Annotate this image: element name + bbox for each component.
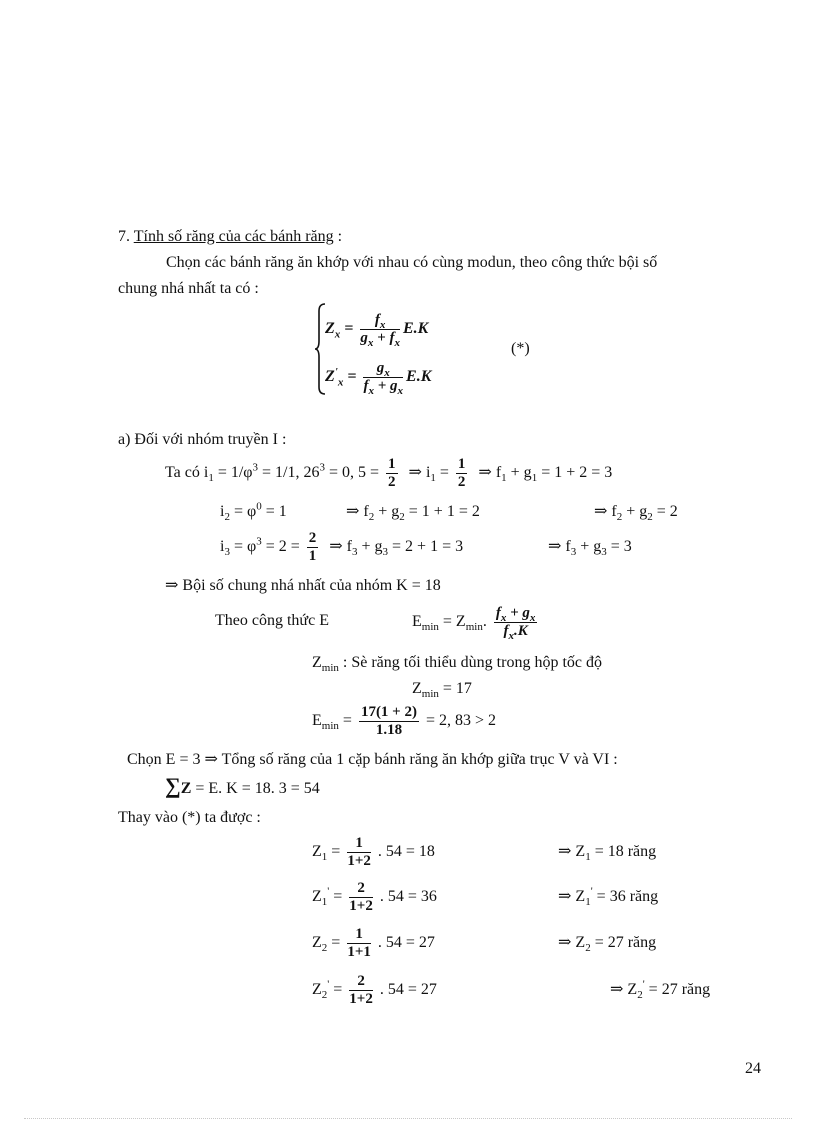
result-row: $Z_2$ = $\frac{1}{1+1}$ . 54 = 27 (312, 925, 435, 960)
ratio-row-2-result: ⇒ $f_2 + g_2 = 2$ (594, 503, 678, 524)
fraction-1-2-b: $\frac{1}{2}$ (457, 455, 466, 490)
result-row: $Z_1'$ = $\frac{2}{1+2}$ . 54 = 36 (312, 879, 437, 914)
ratio-row-1: Ta có $i_1 = 1/\varphi^3 = 1/1$, $26^3 = 0$, 5 = $\frac{1}{2}$ ⇒ $i_1$ = $\frac{1}{2}$ ⇒ $f_1 + g_1 = 1 + 2 = 3$ (165, 455, 613, 490)
page-number: 24 (745, 1060, 761, 1077)
choose-line: Chọn E = 3 ⇒ Tổng số răng của 1 cặp bánh răng ăn khớp giữa trục V và VI : (127, 751, 618, 768)
formula-e-fraction: $\frac{f_x + g_x}{f_x.K}$ (495, 604, 536, 642)
result-fraction: $\frac{2}{1+2}$ (349, 972, 373, 1007)
heading-number: 7. (118, 228, 130, 245)
zmin-value: $Z_{min} = 17$ (412, 680, 472, 701)
ratio-row-3-result: ⇒ $f_3 + g_3 = 3$ (548, 538, 632, 559)
eq2-fraction: $\frac{g_x}{f_x + g_x}$ (363, 360, 404, 397)
result-row: $Z_2'$ = $\frac{2}{1+2}$ . 54 = 27 (312, 972, 437, 1007)
ratio-row-2: $i_2 = \varphi^0 = 1$ (220, 500, 287, 524)
ratio-row-3: $i_3 = \varphi^3 = 2$ = $\frac{2}{1}$ ⇒ $f_3 + g_3 = 2 + 1 = 3$ (220, 529, 464, 564)
system-equation-2: $Z'_x$ = $\frac{g_x}{f_x + g_x}$ E.K (325, 360, 432, 397)
emin-calculation: $E_{min}$ = $\frac{17(1 + 2)}{1.18}$ = 2, 83 > 2 (312, 703, 497, 738)
zmin-definition: $Z_{min}$ : Sè răng tối thiểu dùng trong hộp tốc độ (312, 654, 602, 675)
fraction-2-1: $\frac{2}{1}$ (308, 529, 317, 564)
result-answer: ⇒ $Z_1 = 18$ răng (558, 843, 657, 864)
system-label: (*) (511, 340, 530, 357)
formula-e: $E_{min} = Z_{min}$. $\frac{f_x + g_x}{f_x.K}$ (412, 604, 536, 642)
system-equation-1: $Z_x$ = $\frac{f_x}{g_x + f_x}$ E.K (325, 312, 429, 349)
result-fraction: $\frac{1}{1+2}$ (347, 834, 371, 869)
result-row: $Z_1$ = $\frac{1}{1+2}$ . 54 = 18 (312, 834, 435, 869)
footer-divider (24, 1118, 792, 1119)
group-title: a) Đối với nhóm truyền I : (118, 431, 287, 448)
result-fraction: $\frac{2}{1+2}$ (349, 879, 373, 914)
ratio-row-2-sum: ⇒ $f_2 + g_2 = 1 + 1 = 2$ (346, 503, 480, 524)
emin-fraction: $\frac{17(1 + 2)}{1.18}$ (360, 703, 417, 738)
result-fraction: $\frac{1}{1+1}$ (347, 925, 371, 960)
intro-line-2: chung nhá nhất ta có : (118, 280, 259, 297)
heading-text: Tính số răng của các bánh răng (133, 228, 334, 245)
result-answer: ⇒ $Z_2 = 27$ răng (558, 934, 657, 955)
section-heading (118, 227, 342, 247)
result-answer: ⇒ $Z_1' = 36$ răng (558, 885, 659, 909)
fraction-1-2: $\frac{1}{2}$ (388, 455, 396, 490)
intro-line-1: Chọn các bánh răng ăn khớp với nhau có cùng modun, theo công thức bội số (166, 254, 658, 271)
lcm-line: ⇒ Bội số chung nhá nhất của nhóm K = 18 (165, 577, 441, 594)
sum-line: ∑Z = E. K = 18. 3 = 54 (165, 773, 320, 798)
formula-e-label: Theo công thức E (215, 612, 329, 629)
substitute-line: Thay vào (*) ta được : (118, 809, 261, 826)
result-answer: ⇒ $Z_2' = 27$ răng (610, 978, 711, 1002)
eq1-fraction: $\frac{f_x}{g_x + f_x}$ (360, 312, 400, 349)
heading-colon: : (337, 228, 343, 245)
